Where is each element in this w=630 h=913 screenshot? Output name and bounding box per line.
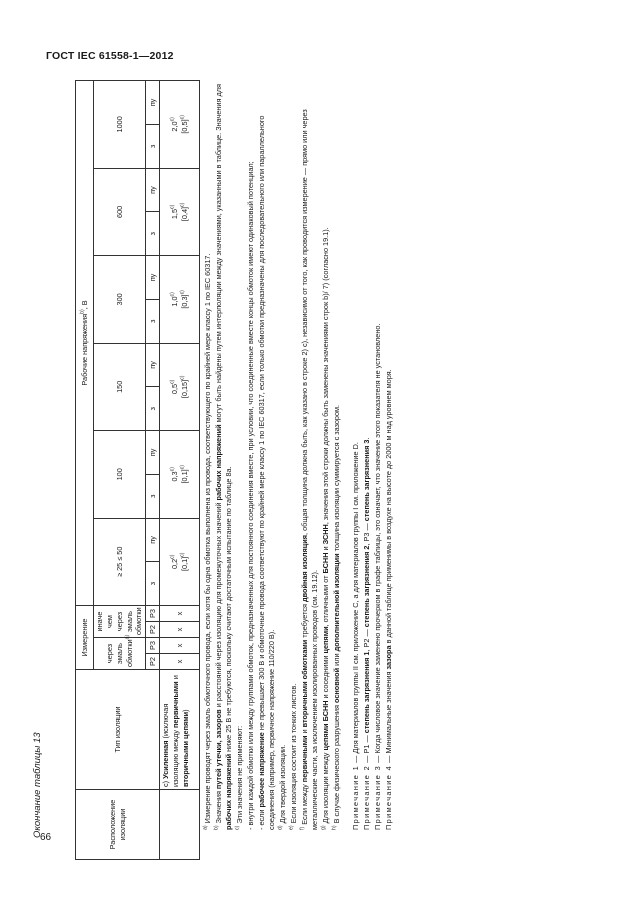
voltage-5: 600 — [94, 168, 146, 255]
value: 0,3 — [169, 471, 179, 482]
row-label: c) — [161, 780, 171, 787]
footnote-c-item-2: - если рабочее напряжение не превышает 300 В и обмоточные провода соответствуют по крайней мере классу 1 по IEC 60317, если только обмотки предназначены для последовательного или параллельного соединения (например, первичное напряжение 110/220 В). — [256, 115, 276, 830]
rotated-table-block — [75, 80, 495, 860]
value-sub: [0,1] — [179, 556, 189, 572]
row-type-bold: Усиленная — [161, 740, 171, 779]
value-sup: c) — [169, 467, 176, 472]
value-sup: c) — [169, 554, 176, 559]
voltage-3: 150 — [94, 343, 146, 430]
row-type-text: и — [171, 675, 181, 682]
value-sub-sup: c) — [179, 290, 186, 295]
value-cell — [160, 256, 200, 343]
value-cell — [160, 518, 200, 605]
row-type-bold: первичными — [171, 681, 181, 728]
x-mark: x — [160, 654, 200, 670]
header-insulation-type: Тип изоляции — [76, 670, 160, 790]
col-pu: пу — [146, 256, 160, 300]
col-pu: пу — [146, 518, 160, 562]
note-2: Примечание 2 — P1 — степень загрязнения 1, P2 — степень загрязнения 2, P3 — степень загрязнения 3. — [361, 437, 371, 830]
value: 1,5 — [169, 208, 179, 220]
col-z: з — [146, 124, 160, 168]
voltage-2: 100 — [94, 431, 146, 518]
value-sub-sup: c) — [179, 202, 186, 207]
pd-p2: P2 — [146, 622, 160, 638]
value-cell — [160, 81, 200, 169]
row-type-bold: вторичными цепями — [180, 711, 190, 787]
value-sup: c) — [169, 379, 176, 384]
row-type-text: ) — [180, 709, 190, 712]
value: 2,0 — [169, 121, 179, 132]
footnote-a: $^{a)}$ Измерение проводят через эмаль обмоточного провода, если хотя бы одна обмотка выполнена из провода, соответствующего по крайней мере классу 1 по IEC 60317. — [202, 253, 212, 830]
through-enamel-sup: а) — [124, 634, 131, 640]
through-enamel-label: через эмаль обмотки — [104, 639, 134, 667]
note-4: Примечание 4 — Минимальные значения зазора в данной таблице применимы в воздухе на высоте до 2000 м над уровнем моря. — [383, 369, 393, 830]
header-measurement: Измерение — [76, 605, 94, 669]
col-pu: пу — [146, 81, 160, 125]
working-voltages-unit: , В — [79, 300, 89, 310]
table-caption: Окончание таблицы 13 — [32, 732, 43, 838]
value-cell — [160, 343, 200, 430]
working-voltages-label: Рабочие напряжения — [79, 313, 89, 386]
footnote-b: $^{b)}$ Значения путей утечки, зазоров и расстояний через изоляцию для промежуточных значений рабочих напряжений могут быть найдены путем интерполяции между значениями, указанными в таблице. Значения для рабочих напряжений ниже 25 В не требуются, поскольку считают достаточным испытание по таблице 8а. — [213, 84, 233, 830]
footnote-e: $^{e)}$ Если изоляция состоит из тонких листов. — [288, 683, 298, 830]
row-type-reinforced — [160, 670, 200, 790]
value-sub-sup: c) — [179, 115, 186, 120]
value-sub-sup: c) — [179, 552, 186, 557]
footnote-h: $^{h)}$ В случае физического разрушения основной или дополнительной изоляции толщина изоляции суммируется с зазором. — [331, 404, 341, 830]
col-pu: пу — [146, 168, 160, 212]
pd-p2: P2 — [146, 654, 160, 670]
value-sub: [0,5] — [179, 119, 189, 134]
col-z: з — [146, 212, 160, 256]
header-other-than-enamel: иначе чем через эмаль обмотки — [94, 605, 146, 637]
value-cell — [160, 431, 200, 518]
row-location — [160, 790, 200, 860]
x-mark: x — [160, 622, 200, 638]
header-through-enamel — [94, 634, 146, 670]
value: 0,5 — [169, 383, 179, 395]
voltage-1: ≥ 25 ≤ 50 — [94, 518, 146, 605]
col-z: з — [146, 387, 160, 431]
value-sup: c) — [169, 204, 176, 209]
table-footnotes — [203, 80, 395, 860]
insulation-table — [75, 80, 200, 860]
value-sub-sup: c) — [179, 465, 186, 470]
footnote-c-item-1: - внутри каждой обмотки или между группами обмоток, предназначенных для постоянного соединения вместе, при условии, что соединенные вместе концы обмоток имеют одинаковый потенциал; — [245, 161, 255, 830]
pd-p3: P3 — [146, 605, 160, 621]
note-3: Примечание 3 — Когда числовое значение заменено прочерком в графе таблицы, это означает, что значение этого показателя не установлено. — [372, 323, 382, 830]
value-sub: [0,3] — [179, 294, 189, 309]
value-sub-sup: c) — [179, 375, 186, 380]
x-mark: x — [160, 605, 200, 621]
table-row — [160, 81, 200, 860]
value-sub: [0,15] — [179, 379, 189, 399]
value-sub: [0,1] — [179, 469, 189, 484]
col-pu: пу — [146, 343, 160, 387]
value: 0,2 — [169, 558, 179, 569]
col-z: з — [146, 562, 160, 606]
col-z: з — [146, 474, 160, 518]
value: 1,0 — [169, 296, 179, 307]
pd-p3: P3 — [146, 638, 160, 654]
value-sub: [0,4] — [179, 206, 189, 222]
footnote-g: $^{g)}$ Для изоляции между цепями БСНН и соседними цепями, отличными от БСНН и ЗСНН, значения этой строки должны быть заменены значениями строк b)/ 7) (согласно 19.1). — [320, 227, 330, 830]
voltage-6: 1000 — [94, 81, 146, 169]
value-sup: c) — [169, 117, 176, 122]
voltage-4: 300 — [94, 256, 146, 343]
x-mark: x — [160, 638, 200, 654]
page-header: ГОСТ IEC 61558-1—2012 — [46, 50, 174, 62]
value-sup: c) — [169, 292, 176, 297]
col-z: з — [146, 299, 160, 343]
footnote-f: $^{f)}$ Если между первичными и вторичными обмотками требуется двойная изоляция, общая толщина должна быть, как указано в строке 2) c), независимо от того, как проводится измерение — прямо или через металлические части, за исключением изолированных проводов (см. 19.12). — [299, 109, 319, 830]
header-working-voltages — [76, 81, 94, 606]
header-location: Расположение изоляции — [76, 790, 160, 860]
row-type-text: (исключая изоляцию между — [161, 703, 181, 787]
note-1: Примечание 1 — Для материалов группы II см. приложение C, а для материалов группы I см. приложение D. — [350, 442, 360, 830]
footnote-c: $^{c)}$ Эти значения не применяют: — [234, 725, 244, 830]
col-pu: пу — [146, 431, 160, 475]
footnote-d: $^{d)}$ Для твердой изоляции. — [277, 744, 287, 830]
page-number: 66 — [40, 832, 52, 843]
working-voltages-sup: b) — [79, 309, 86, 314]
value-cell — [160, 168, 200, 255]
